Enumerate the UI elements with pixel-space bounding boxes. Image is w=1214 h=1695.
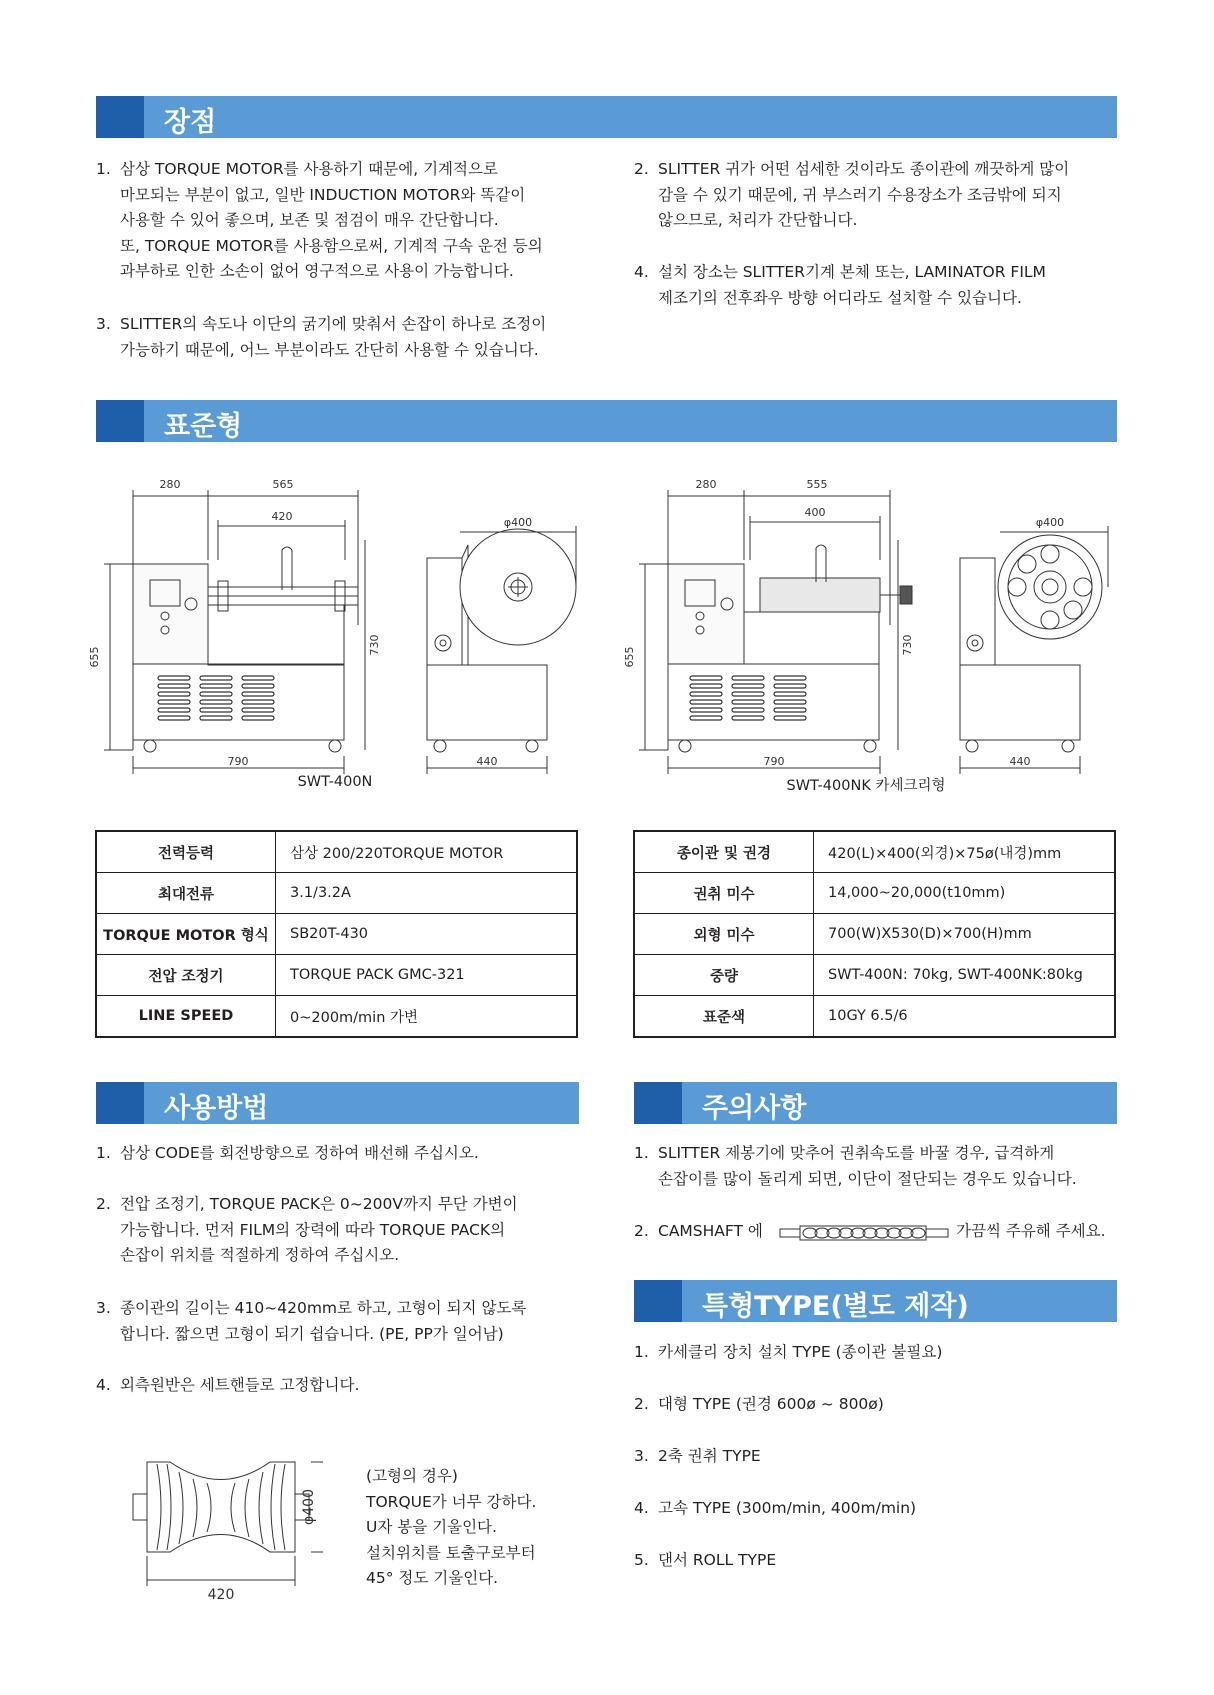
- spec-key: TORQUE MOTOR 형식: [96, 914, 276, 955]
- spec-key: 중량: [634, 955, 814, 996]
- dim-730: 730: [368, 634, 381, 656]
- spec-value: SWT-400N: 70kg, SWT-400NK:80kg: [814, 955, 1116, 996]
- table-row: [96, 873, 577, 914]
- spec-key: 최대전류: [96, 873, 276, 914]
- section-header-caution: [634, 1082, 1117, 1124]
- dim-420: 420: [207, 1587, 235, 1602]
- dim-655: 655: [623, 646, 636, 668]
- spec-table-right: [633, 830, 1116, 1038]
- table-row: [96, 914, 577, 955]
- spec-value: 10GY 6.5/6: [814, 996, 1116, 1038]
- dim-440: 440: [1009, 755, 1031, 768]
- section-title: 장점: [164, 107, 217, 138]
- spec-value: 14,000~20,000(t10mm): [814, 873, 1116, 914]
- dim-790: 790: [763, 755, 785, 768]
- spec-value: SB20T-430: [276, 914, 578, 955]
- spec-key: 종이관 및 권경: [634, 831, 814, 873]
- header-accent: [634, 1082, 682, 1124]
- dim-280: 280: [159, 478, 181, 491]
- header-accent: [96, 96, 144, 138]
- spec-key: LINE SPEED: [96, 996, 276, 1038]
- spec-value: 0~200m/min 가변: [276, 996, 578, 1038]
- table-row: [96, 996, 577, 1038]
- spec-value: TORQUE PACK GMC-321: [276, 955, 578, 996]
- dim-400: 400: [804, 506, 826, 519]
- camshaft-icon: [778, 1225, 950, 1241]
- swt400n-side-view: [427, 526, 576, 774]
- dim-420: 420: [271, 510, 293, 523]
- paper-roll-diagram: [125, 1452, 355, 1602]
- table-row: [634, 996, 1115, 1038]
- spec-key: 전력등력: [96, 831, 276, 873]
- table-row: [634, 873, 1115, 914]
- spec-key: 외형 미수: [634, 914, 814, 955]
- dim-phi400: φ400: [503, 516, 533, 529]
- header-accent: [634, 1280, 682, 1322]
- section-header-standard: [96, 400, 1117, 442]
- dim-phi400: φ400: [1035, 516, 1065, 529]
- spec-value: 3.1/3.2A: [276, 873, 578, 914]
- spec-value: 420(L)×400(외경)×75ø(내경)mm: [814, 831, 1116, 873]
- drawing-caption-left: SWT-400N: [297, 774, 373, 790]
- dim-440: 440: [476, 755, 498, 768]
- machine-drawings: [0, 450, 1214, 810]
- section-title: 특형TYPE(별도 제작): [702, 1291, 969, 1322]
- dim-790: 790: [227, 755, 249, 768]
- header-accent: [96, 1082, 144, 1124]
- spec-key: 전압 조정기: [96, 955, 276, 996]
- table-row: [634, 831, 1115, 873]
- dim-phi400: φ400: [301, 1489, 317, 1525]
- swt400nk-front-view: [639, 490, 912, 774]
- swt400nk-side-view: [960, 526, 1108, 774]
- table-row: [96, 955, 577, 996]
- spec-value: 삼상 200/220TORQUE MOTOR: [276, 831, 578, 873]
- dim-730: 730: [901, 634, 914, 656]
- spec-key: 권취 미수: [634, 873, 814, 914]
- section-header-special: [634, 1280, 1117, 1322]
- section-header-usage: [96, 1082, 579, 1124]
- dim-555: 555: [806, 478, 828, 491]
- drawing-caption-right: SWT-400NK 카세크리형: [786, 778, 946, 794]
- dim-280: 280: [695, 478, 717, 491]
- spec-table-left: [95, 830, 578, 1038]
- section-title: 주의사항: [702, 1093, 807, 1124]
- table-row: [634, 914, 1115, 955]
- table-row: [634, 955, 1115, 996]
- swt400n-front-view: [104, 490, 365, 774]
- header-accent: [96, 400, 144, 442]
- section-title: 사용방법: [164, 1093, 269, 1124]
- table-row: [96, 831, 577, 873]
- spec-key: 표준색: [634, 996, 814, 1038]
- spec-value: 700(W)X530(D)×700(H)mm: [814, 914, 1116, 955]
- dim-655: 655: [88, 646, 101, 668]
- section-header-advantages: [96, 96, 1117, 138]
- dim-565: 565: [272, 478, 294, 491]
- section-title: 표준형: [164, 411, 243, 442]
